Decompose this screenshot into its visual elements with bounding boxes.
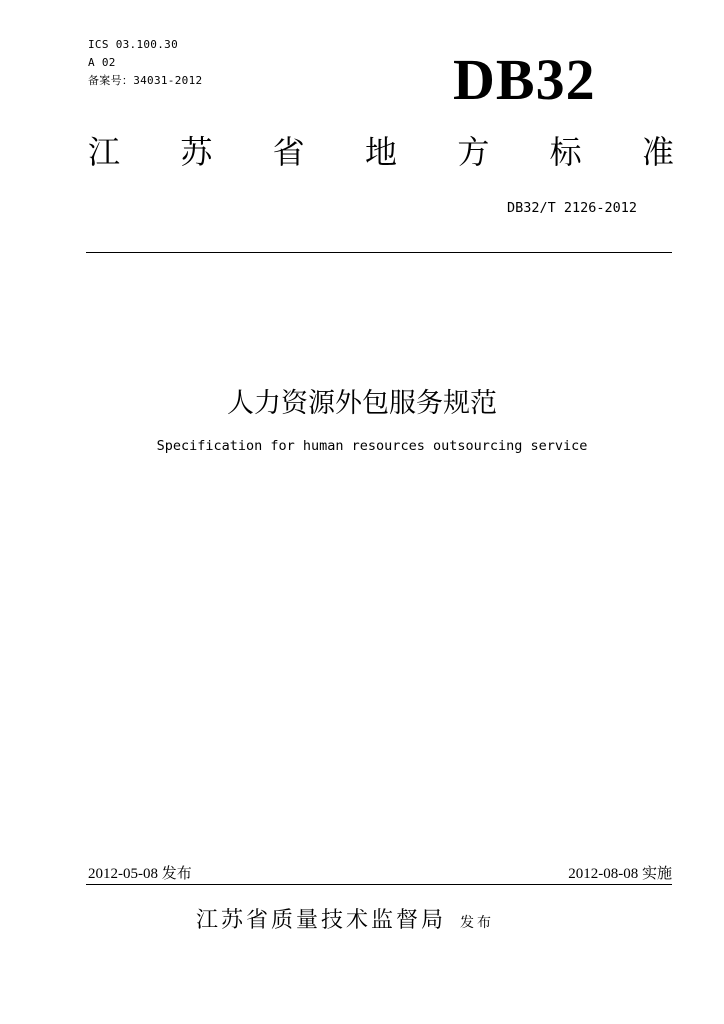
standard-type-char: 江 [88,133,121,171]
publisher-suffix: 发布 [460,915,495,931]
standard-type-char: 准 [641,133,674,171]
standard-number: DB32/T 2126-2012 [507,200,638,216]
implementation-date: 2012-08-08 实施 [568,866,672,882]
publisher-block [196,906,494,936]
document-title-english: Specification for human resources outsourcing service [156,438,588,454]
standard-type-char: 方 [457,133,490,171]
standard-logo: DB32 [453,47,596,112]
standard-type-char: 省 [272,133,305,171]
standard-type-char: 苏 [180,133,213,171]
standard-type-char: 标 [549,133,582,171]
classification-code: A 02 [88,56,116,69]
ics-code: ICS 03.100.30 [88,38,178,51]
standard-type-heading [88,132,674,172]
publish-date: 2012-05-08 发布 [88,866,192,882]
record-number: 备案号：34031-2012 [88,74,203,87]
top-divider [86,252,672,253]
document-title-chinese: 人力资源外包服务规范 [227,388,497,419]
publisher-name: 江苏省质量技术监督局 [196,908,447,933]
bottom-divider [86,884,672,885]
standard-type-char: 地 [364,133,397,171]
